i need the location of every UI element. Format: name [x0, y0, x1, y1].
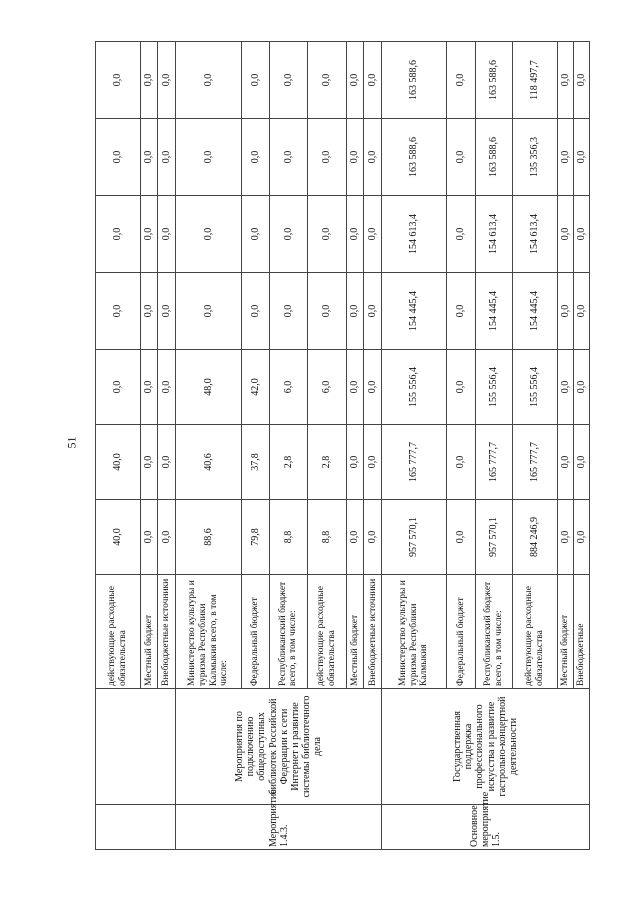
amount-cell: 0,0	[307, 42, 346, 119]
amount-cell: 40,0	[96, 425, 141, 500]
amount-cell: 163 588,6	[382, 119, 447, 196]
amount-cell: 40,0	[96, 500, 141, 575]
amount-cell: 0,0	[346, 273, 364, 350]
amount-cell: 0,0	[346, 196, 364, 273]
amount-cell: 0,0	[269, 196, 307, 273]
amount-cell: 155 556,4	[382, 350, 447, 425]
amount-cell: 0,0	[140, 196, 158, 273]
event-code-cell: Мероприятие 1.4.3.	[176, 805, 382, 850]
funding-source-cell: действующие расходные обязательства	[512, 575, 558, 689]
amount-cell: 0,0	[346, 500, 364, 575]
funding-source-cell: действующие расходные обязательства	[96, 575, 141, 689]
amount-cell: 0,0	[241, 119, 269, 196]
amount-cell: 0,0	[574, 42, 590, 119]
budget-table	[95, 41, 590, 850]
amount-cell: 0,0	[307, 273, 346, 350]
amount-cell: 154 613,4	[512, 196, 558, 273]
amount-cell: 0,0	[96, 119, 141, 196]
funding-source-cell: Министерство культуры и туризма Республики Калмыкия всего, в том числе:	[176, 575, 242, 689]
document-sheet	[95, 42, 590, 850]
amount-cell: 0,0	[558, 119, 574, 196]
amount-cell: 0,0	[96, 196, 141, 273]
event-name-cell: Государственная поддержка профессионального искусства и развитие гастрольно-концертной деятельности	[382, 689, 590, 805]
amount-cell: 163 588,6	[475, 42, 512, 119]
amount-cell: 0,0	[140, 500, 158, 575]
amount-cell: 48,0	[176, 350, 242, 425]
amount-cell: 0,0	[269, 119, 307, 196]
table-body	[96, 42, 590, 850]
amount-cell: 165 777,7	[475, 425, 512, 500]
amount-cell: 957 570,1	[475, 500, 512, 575]
amount-cell: 118 497,7	[512, 42, 558, 119]
table-row	[382, 42, 447, 850]
funding-source-cell: Внебюджетные источники	[364, 575, 382, 689]
amount-cell: 0,0	[446, 425, 475, 500]
event-code-cell: Основное мероприятие 1.5.	[382, 805, 590, 850]
amount-cell: 0,0	[346, 425, 364, 500]
amount-cell: 37,8	[241, 425, 269, 500]
funding-source-cell: Местный бюджет	[140, 575, 158, 689]
amount-cell: 8,8	[307, 500, 346, 575]
amount-cell: 154 613,4	[382, 196, 447, 273]
amount-cell: 0,0	[574, 273, 590, 350]
funding-source-cell: Республиканский бюджет всего, в том числе:	[475, 575, 512, 689]
amount-cell: 0,0	[176, 273, 242, 350]
amount-cell: 165 777,7	[512, 425, 558, 500]
amount-cell: 0,0	[558, 350, 574, 425]
amount-cell: 8,8	[269, 500, 307, 575]
amount-cell: 2,8	[307, 425, 346, 500]
funding-source-cell: Местный бюджет	[346, 575, 364, 689]
amount-cell: 0,0	[158, 500, 176, 575]
amount-cell: 163 588,6	[475, 119, 512, 196]
amount-cell: 0,0	[158, 196, 176, 273]
funding-source-cell: действующие расходные обязательства	[307, 575, 346, 689]
amount-cell: 0,0	[158, 119, 176, 196]
amount-cell: 0,0	[364, 42, 382, 119]
funding-source-cell: Министерство культуры и туризма Республики Калмыкия	[382, 575, 447, 689]
amount-cell: 0,0	[558, 500, 574, 575]
event-code-cell	[96, 805, 176, 850]
amount-cell: 155 556,4	[512, 350, 558, 425]
amount-cell: 0,0	[140, 425, 158, 500]
amount-cell: 0,0	[446, 119, 475, 196]
amount-cell: 0,0	[364, 425, 382, 500]
amount-cell: 0,0	[307, 196, 346, 273]
amount-cell: 884 246,9	[512, 500, 558, 575]
amount-cell: 0,0	[446, 350, 475, 425]
funding-source-cell: Федеральный бюджет	[241, 575, 269, 689]
rotated-table-wrapper	[95, 42, 590, 850]
amount-cell: 0,0	[158, 425, 176, 500]
amount-cell: 0,0	[158, 350, 176, 425]
amount-cell: 0,0	[558, 425, 574, 500]
amount-cell: 0,0	[364, 500, 382, 575]
amount-cell: 0,0	[364, 196, 382, 273]
amount-cell: 0,0	[558, 273, 574, 350]
amount-cell: 0,0	[96, 350, 141, 425]
amount-cell: 0,0	[346, 42, 364, 119]
amount-cell: 0,0	[140, 350, 158, 425]
amount-cell: 6,0	[307, 350, 346, 425]
amount-cell: 0,0	[241, 42, 269, 119]
amount-cell: 6,0	[269, 350, 307, 425]
amount-cell: 0,0	[269, 273, 307, 350]
event-name-cell	[96, 689, 176, 805]
amount-cell: 40,6	[176, 425, 242, 500]
amount-cell: 0,0	[176, 196, 242, 273]
amount-cell: 0,0	[140, 119, 158, 196]
amount-cell: 0,0	[574, 425, 590, 500]
amount-cell: 88,6	[176, 500, 242, 575]
amount-cell: 2,8	[269, 425, 307, 500]
table-row	[176, 42, 242, 850]
amount-cell: 957 570,1	[382, 500, 447, 575]
amount-cell: 154 445,4	[475, 273, 512, 350]
amount-cell: 0,0	[446, 42, 475, 119]
amount-cell: 0,0	[364, 273, 382, 350]
amount-cell: 135 356,3	[512, 119, 558, 196]
amount-cell: 163 588,6	[382, 42, 447, 119]
amount-cell: 0,0	[574, 119, 590, 196]
amount-cell: 0,0	[574, 350, 590, 425]
amount-cell: 0,0	[346, 350, 364, 425]
amount-cell: 0,0	[446, 196, 475, 273]
amount-cell: 154 613,4	[475, 196, 512, 273]
amount-cell: 0,0	[158, 42, 176, 119]
amount-cell: 155 556,4	[475, 350, 512, 425]
amount-cell: 0,0	[574, 196, 590, 273]
amount-cell: 0,0	[158, 273, 176, 350]
amount-cell: 0,0	[96, 273, 141, 350]
amount-cell: 0,0	[558, 196, 574, 273]
amount-cell: 0,0	[307, 119, 346, 196]
amount-cell: 0,0	[241, 196, 269, 273]
amount-cell: 79,8	[241, 500, 269, 575]
amount-cell: 0,0	[96, 42, 141, 119]
amount-cell: 0,0	[176, 42, 242, 119]
page-number: 51	[64, 436, 79, 449]
funding-source-cell: Федеральный бюджет	[446, 575, 475, 689]
event-name-cell: Мероприятия по подключению общедоступных библиотек Российской Федерации к сети Интернет и развитие системы библиотечного дела	[176, 689, 382, 805]
table-row	[96, 42, 141, 850]
amount-cell: 0,0	[574, 500, 590, 575]
amount-cell: 0,0	[140, 273, 158, 350]
amount-cell: 154 445,4	[512, 273, 558, 350]
amount-cell: 165 777,7	[382, 425, 447, 500]
amount-cell: 0,0	[241, 273, 269, 350]
funding-source-cell: Внебюджетные	[574, 575, 590, 689]
amount-cell: 0,0	[446, 273, 475, 350]
amount-cell: 0,0	[558, 42, 574, 119]
amount-cell: 0,0	[364, 350, 382, 425]
amount-cell: 154 445,4	[382, 273, 447, 350]
funding-source-cell: Местный бюджет	[558, 575, 574, 689]
amount-cell: 0,0	[446, 500, 475, 575]
amount-cell: 0,0	[140, 42, 158, 119]
amount-cell: 0,0	[346, 119, 364, 196]
funding-source-cell: Внебюджетные источники	[158, 575, 176, 689]
amount-cell: 0,0	[176, 119, 242, 196]
amount-cell: 0,0	[364, 119, 382, 196]
amount-cell: 42,0	[241, 350, 269, 425]
funding-source-cell: Республиканский бюджет всего, в том числе:	[269, 575, 307, 689]
amount-cell: 0,0	[269, 42, 307, 119]
